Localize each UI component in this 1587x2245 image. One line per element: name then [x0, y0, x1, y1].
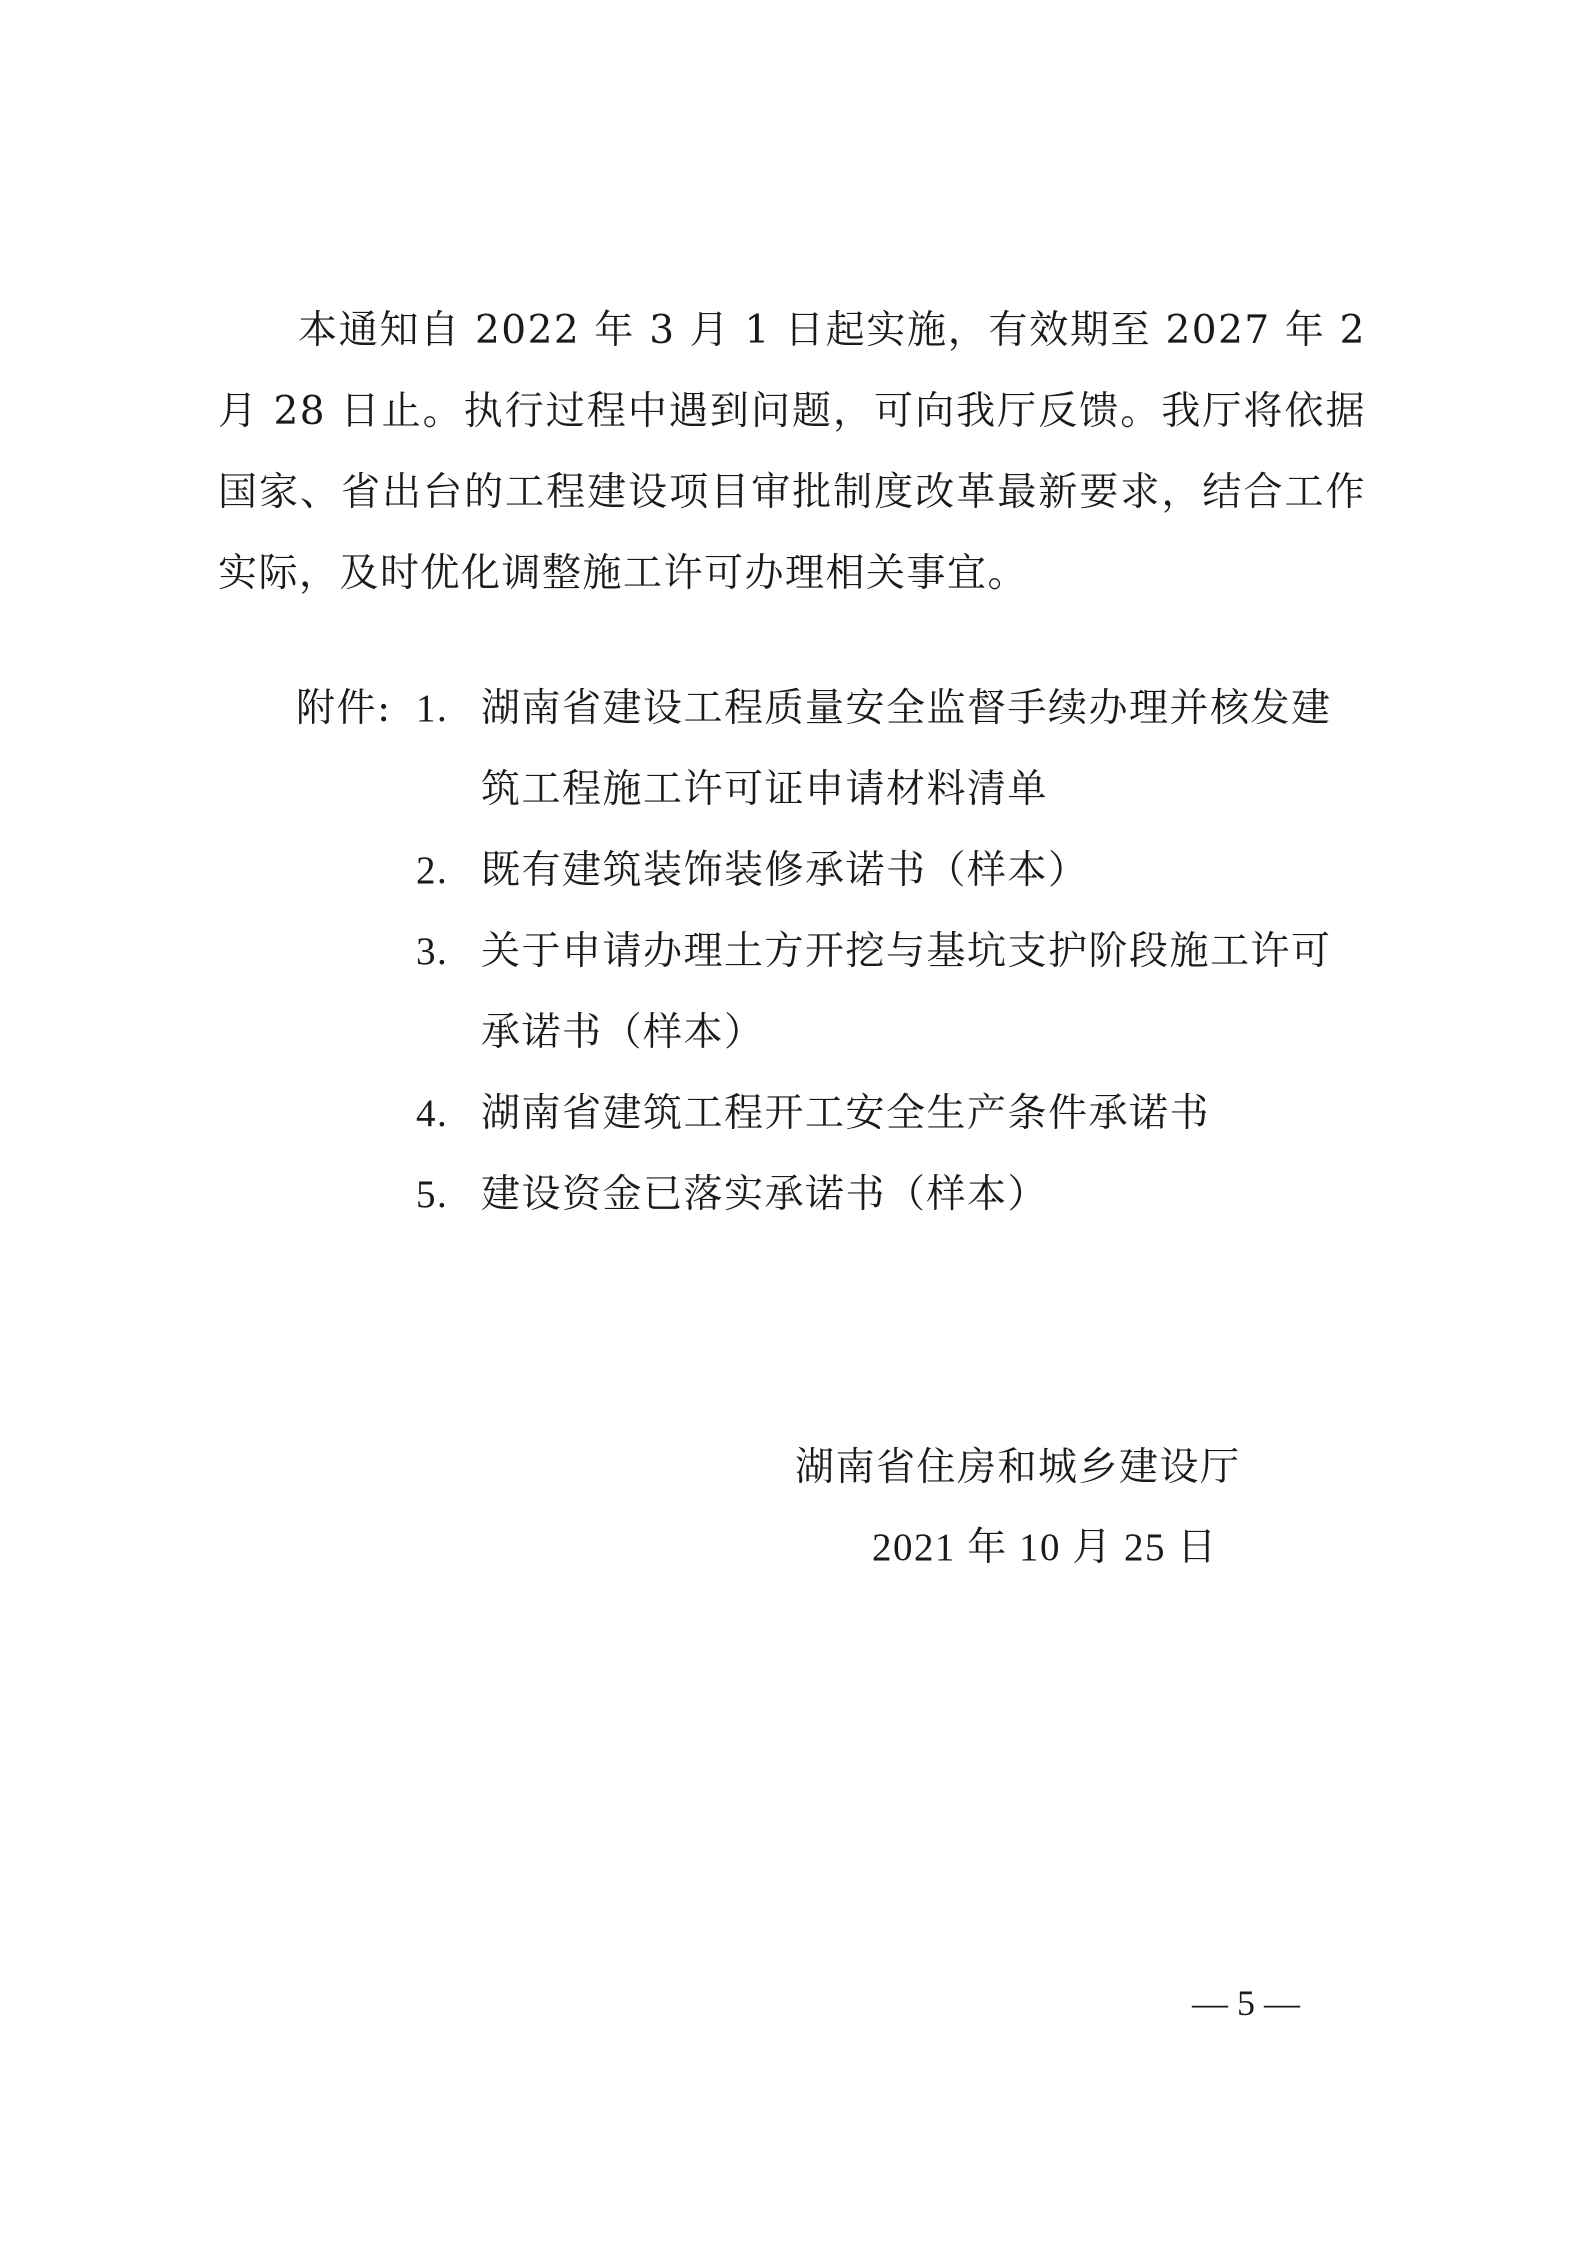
- attachment-item-5: [416, 1154, 1366, 1235]
- issue-date: 2021 年 10 月 25 日: [872, 1526, 1218, 1569]
- issuer-name: 湖南省住房和城乡建设厅: [795, 1445, 1241, 1490]
- attachment-item-2: [416, 830, 1366, 911]
- attachment-item-4: [416, 1073, 1366, 1154]
- attachment-title: 关于申请办理土方开挖与基坑支护阶段施工许可承诺书（样本）: [481, 929, 1332, 1055]
- attachment-number: 2.: [416, 849, 449, 892]
- notice-paragraph: 本通知自 2022 年 3 月 1 日起实施，有效期至 2027 年 2 月 28 日止。执行过程中遇到问题，可向我厅反馈。我厅将依据国家、省出台的工程建设项目审批制度改革最新要求，结合工作实际，及时优化调整施工许可办理相关事宜。: [218, 308, 1366, 596]
- attachment-title: 既有建筑装饰装修承诺书（样本）: [481, 848, 1089, 893]
- attachment-number: 5.: [416, 1173, 449, 1216]
- page-number: — 5 —: [1192, 1983, 1300, 2023]
- attachments-list: [416, 668, 1366, 1235]
- attachments-label: 附件:: [296, 686, 392, 731]
- attachment-number: 1.: [416, 687, 449, 730]
- attachment-title: 建设资金已落实承诺书（样本）: [481, 1172, 1049, 1217]
- attachment-number: 3.: [416, 930, 449, 973]
- attachment-number: 4.: [416, 1092, 449, 1135]
- attachment-item-1: [416, 668, 1366, 830]
- attachment-title: 湖南省建筑工程开工安全生产条件承诺书: [481, 1091, 1211, 1136]
- attachment-item-3: [416, 911, 1366, 1073]
- attachment-title: 湖南省建设工程质量安全监督手续办理并核发建筑工程施工许可证申请材料清单: [481, 686, 1332, 812]
